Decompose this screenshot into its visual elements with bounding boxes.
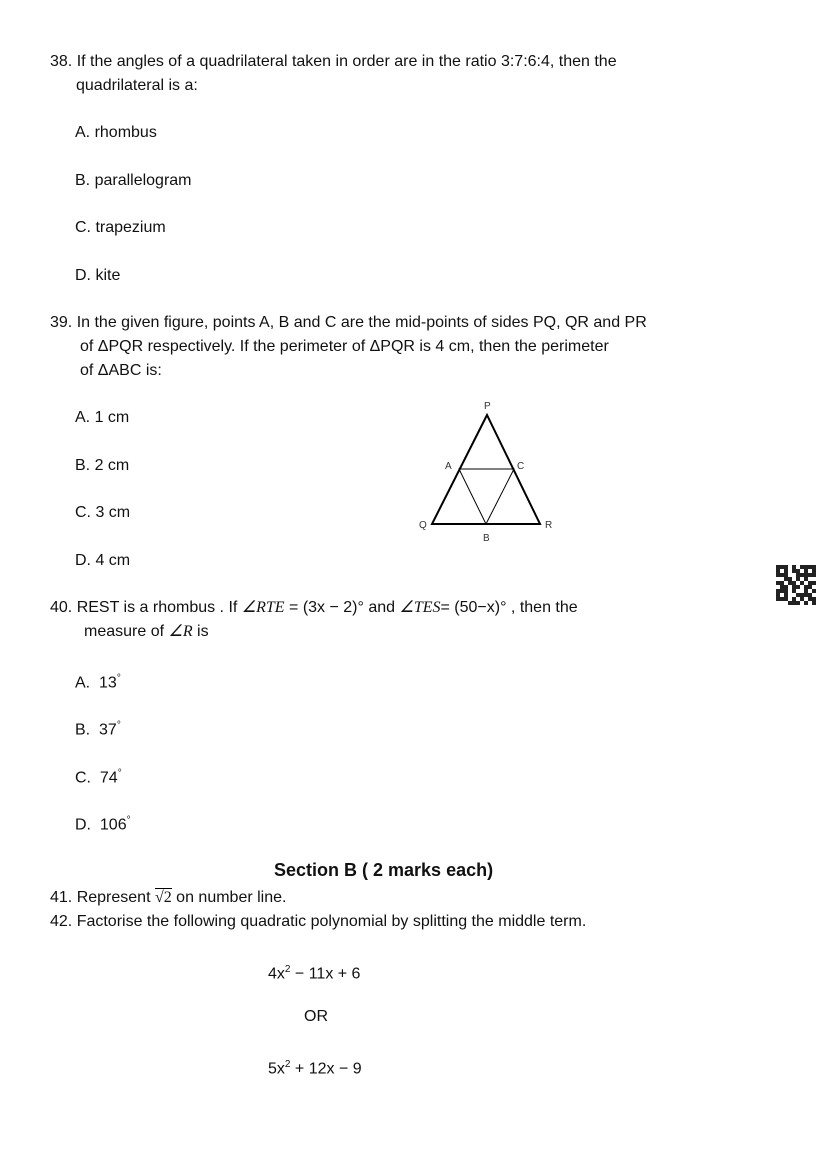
option-value: 37 (99, 721, 117, 739)
q40-expr2: = (50−x)° , then the (440, 599, 578, 616)
q42-or: OR (304, 1008, 328, 1025)
q38-option-c: C. trapezium (75, 219, 166, 236)
q39-option-c: C. 3 cm (75, 504, 131, 521)
label-a: A (445, 461, 452, 472)
option-label: B. (75, 721, 91, 739)
q40-option-b (75, 716, 121, 740)
q38-option-b: B. parallelogram (75, 172, 192, 189)
expr2-rest: + 12x − 9 (290, 1060, 362, 1078)
q42-expr1 (268, 960, 360, 984)
q39-line3: of ΔABC is: (80, 362, 162, 379)
expr1-rest: − 11x + 6 (290, 965, 361, 983)
q40-option-d (75, 811, 131, 835)
label-b: B (483, 533, 490, 544)
q39-option-b: B. 2 cm (75, 457, 130, 474)
q38-line1: 38. If the angles of a quadrilateral taken in order are in the ratio 3:7:6:4, then the (50, 53, 617, 70)
q40-option-c (75, 764, 122, 788)
q40-line1 (50, 598, 578, 618)
degree: ° (126, 815, 131, 826)
q39-line2: of ΔPQR respectively. If the perimeter of ΔPQR is 4 cm, then the perimeter (80, 338, 609, 355)
section-b-heading: Section B ( 2 marks each) (274, 860, 494, 880)
label-r: R (545, 520, 553, 531)
q41-prefix: 41. Represent (50, 889, 155, 906)
degree: ° (116, 673, 121, 684)
sqrt-2: √2 (154, 889, 172, 906)
angle-rte: ∠RTE (241, 599, 285, 616)
triangle-abc (459, 469, 514, 524)
q39-line1: 39. In the given figure, points A, B and C are the mid-points of sides PQ, QR and PR (50, 314, 647, 331)
q42-text: 42. Factorise the following quadratic polynomial by splitting the middle term. (50, 913, 587, 930)
qr-code (776, 565, 816, 605)
exponent: 2 (284, 964, 291, 975)
q42-expr2 (268, 1055, 362, 1079)
exponent: 2 (284, 1059, 291, 1070)
q38-option-d: D. kite (75, 267, 121, 284)
q39-option-a: A. 1 cm (75, 409, 130, 426)
degree: ° (116, 720, 121, 731)
option-label: C. (75, 769, 91, 787)
q40-expr1: = (3x − 2)° and (284, 599, 400, 616)
expr1-term: 4x (268, 965, 285, 983)
q38-option-a: A. rhombus (75, 124, 157, 141)
label-q: Q (419, 520, 427, 531)
q40-line2-prefix: measure of (84, 623, 169, 640)
angle-tes: ∠TES (399, 599, 441, 616)
q40-line2-suffix: is (192, 623, 209, 640)
q39-option-d: D. 4 cm (75, 552, 131, 569)
angle-r: ∠R (168, 623, 193, 640)
q40-prefix: 40. REST is a rhombus . If (50, 599, 242, 616)
q38-line2: quadrilateral is a: (76, 77, 198, 94)
q40-option-a (75, 669, 121, 693)
option-value: 13 (99, 674, 117, 692)
option-label: A. (75, 674, 91, 692)
expr2-term: 5x (268, 1060, 285, 1078)
q40-line2 (84, 622, 209, 642)
label-c: C (517, 461, 525, 472)
q41-suffix: on number line. (171, 889, 287, 906)
degree: ° (117, 768, 122, 779)
option-value: 106 (99, 816, 127, 834)
option-label: D. (75, 816, 91, 834)
q41 (50, 888, 286, 908)
option-value: 74 (99, 769, 118, 787)
label-p: P (484, 401, 491, 412)
